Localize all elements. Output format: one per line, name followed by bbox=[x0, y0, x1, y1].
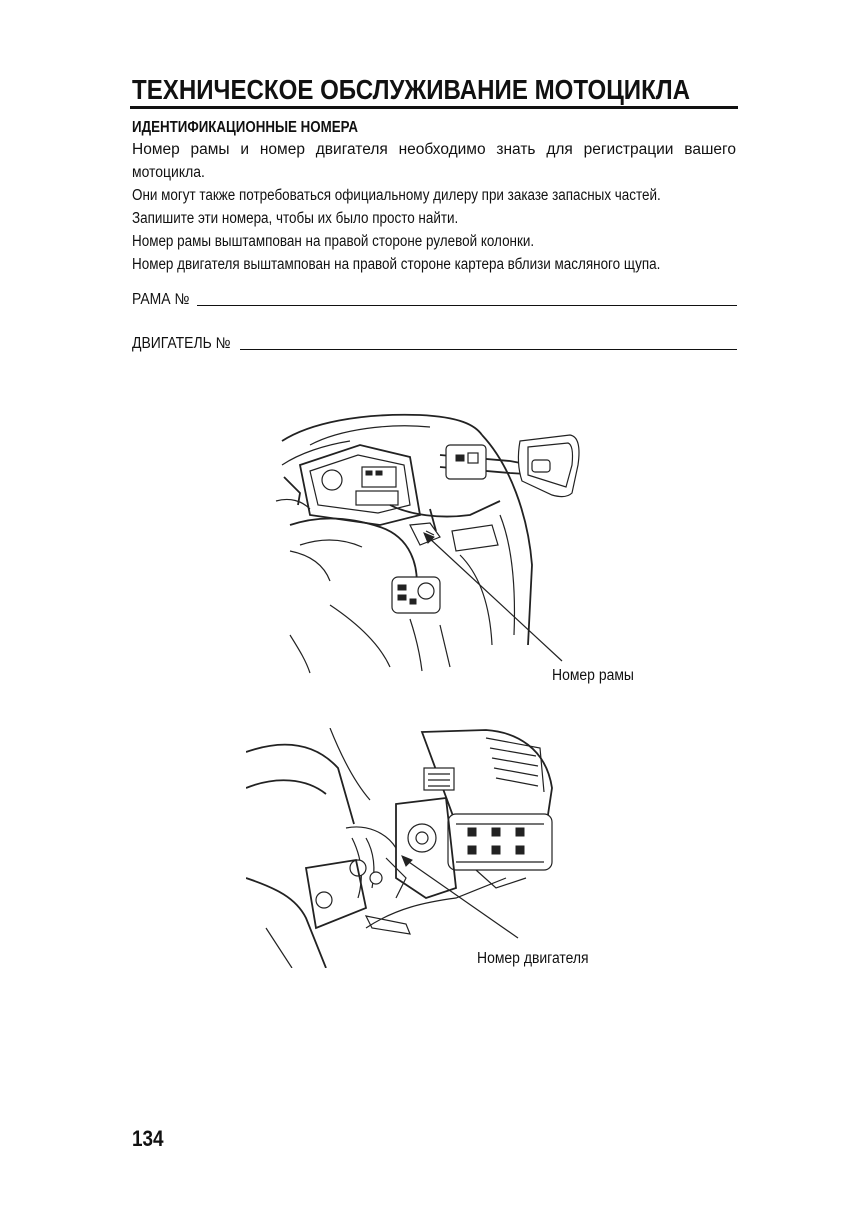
paragraph-5: Номер двигателя выштампован на правой стороне картера вблизи масляного щупа. bbox=[132, 256, 661, 273]
frame-number-label: РАМА № bbox=[132, 291, 190, 308]
title-rule bbox=[130, 106, 738, 109]
word: знать bbox=[496, 141, 536, 158]
section-heading: ИДЕНТИФИКАЦИОННЫЕ НОМЕРА bbox=[132, 119, 358, 136]
word: двигателя bbox=[315, 141, 388, 158]
word: необходимо bbox=[398, 141, 486, 158]
word: для bbox=[546, 141, 573, 158]
engine-number-illustration bbox=[246, 728, 566, 968]
paragraph-2: Они могут также потребоваться официальному дилеру при заказе запасных частей. bbox=[132, 187, 661, 204]
engine-number-caption: Номер двигателя bbox=[477, 950, 589, 967]
engine-number-field bbox=[132, 335, 242, 353]
paragraph-1-line-2: мотоцикла. bbox=[132, 164, 205, 181]
word: номер bbox=[259, 141, 305, 158]
paragraph-3: Запишите эти номера, чтобы их было просто найти. bbox=[132, 210, 459, 227]
page-title: ТЕХНИЧЕСКОЕ ОБСЛУЖИВАНИЕ МОТОЦИКЛА bbox=[132, 74, 691, 105]
word: Номер bbox=[132, 141, 180, 158]
engine-number-label: ДВИГАТЕЛЬ № bbox=[132, 335, 231, 352]
frame-number-field bbox=[132, 291, 196, 309]
frame-number-illustration bbox=[270, 405, 590, 675]
word: регистрации bbox=[583, 141, 674, 158]
page-number: 134 bbox=[132, 1126, 164, 1151]
word: и bbox=[240, 141, 250, 158]
engine-number-blank bbox=[240, 349, 737, 350]
paragraph-1-line-1 bbox=[132, 138, 736, 161]
frame-number-blank bbox=[197, 305, 737, 306]
frame-number-caption: Номер рамы bbox=[552, 667, 634, 684]
word: вашего bbox=[684, 141, 736, 158]
word: рамы bbox=[190, 141, 230, 158]
paragraph-4: Номер рамы выштампован на правой стороне рулевой колонки. bbox=[132, 233, 535, 250]
